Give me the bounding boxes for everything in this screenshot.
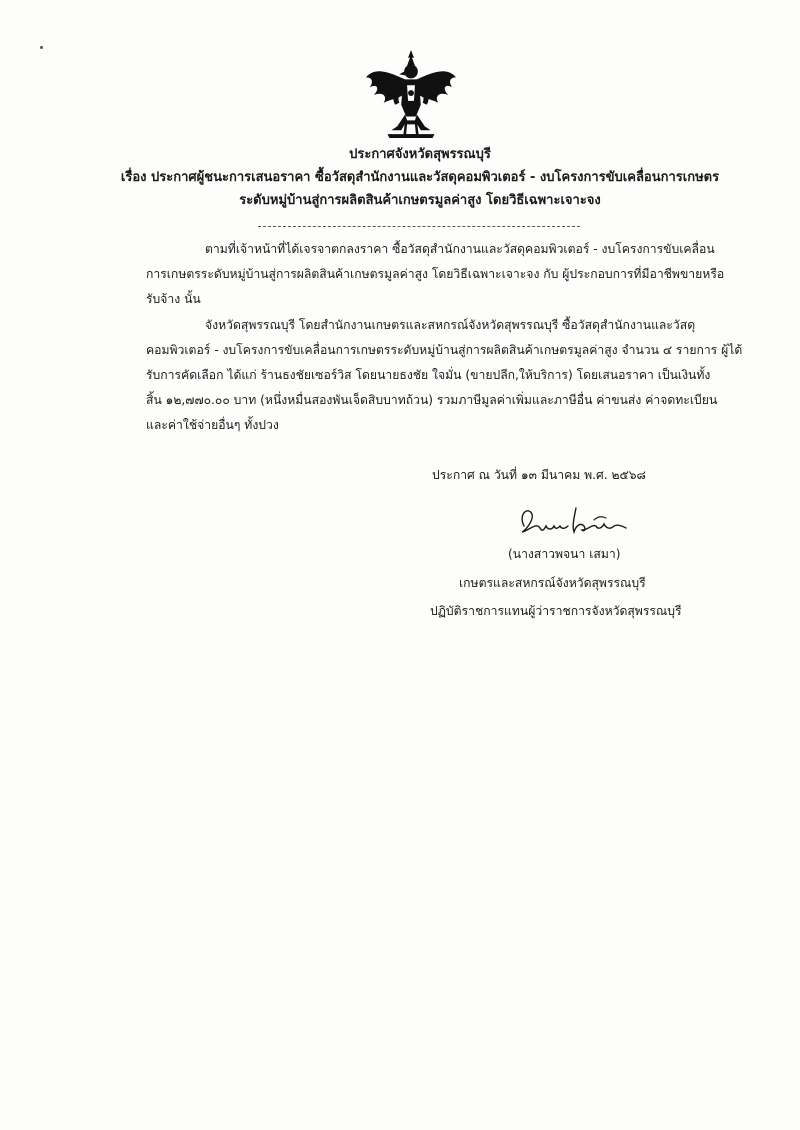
para1-line-2: การเกษตรระดับหมู่บ้านสู่การผลิตสินค้าเกษตรมูลค่าสูง โดยวิธีเฉพาะเจาะจง กับ ผู้ประกอบการที่มีอาชีพขายหรือ — [146, 267, 725, 281]
para2-line-4: สิ้น ๑๒,๗๗๐.๐๐ บาท (หนึ่งหมื่นสองพันเจ็ดสิบบาทถ้วน) รวมภาษีมูลค่าเพิ่มและภาษีอื่น ค่าขนส่ง ค่าจดทะเบียน — [146, 393, 718, 407]
signer-position-2: ปฏิบัติราชการแทนผู้ว่าราชการจังหวัดสุพรรณบุรี — [430, 604, 682, 618]
garuda-emblem-icon — [362, 48, 460, 140]
signer-name: (นางสาวพจนา เสมา) — [508, 547, 621, 561]
subject-line-1: เรื่อง ประกาศผู้ชนะการเสนอราคา ซื้อวัสดุสำนักงานและวัสดุคอมพิวเตอร์ - งบโครงการขับเคลื่อนการเกษตร — [120, 170, 720, 185]
date-line: ประกาศ ณ วันที่ ๑๓ มีนาคม พ.ศ. ๒๕๖๘ — [432, 468, 646, 482]
para1-line-1: ตามที่เจ้าหน้าที่ได้เจรจาตกลงราคา ซื้อวัสดุสำนักงานและวัสดุคอมพิวเตอร์ - งบโครงการขับเคลื่อน — [205, 242, 715, 256]
divider-line — [258, 226, 580, 227]
handwritten-signature — [514, 500, 634, 540]
signer-position-1: เกษตรและสหกรณ์จังหวัดสุพรรณบุรี — [459, 576, 646, 590]
para1-line-3: รับจ้าง นั้น — [146, 292, 201, 306]
para2-line-3: รับการคัดเลือก ได้แก่ ร้านธงชัยเซอร์วิส โดยนายธงชัย ใจมั่น (ขายปลีก,ให้บริการ) โดยเสนอราคา เป็นเงินทั้ง — [146, 368, 711, 382]
para2-line-2: คอมพิวเตอร์ - งบโครงการขับเคลื่อนการเกษตรระดับหมู่บ้านสู่การผลิตสินค้าเกษตรมูลค่าสูง จำนวน ๔ รายการ ผู้ได้ — [146, 343, 743, 357]
scan-speck — [40, 46, 43, 49]
para2-line-5: และค่าใช้จ่ายอื่นๆ ทั้งปวง — [146, 418, 279, 432]
para2-line-1: จังหวัดสุพรรณบุรี โดยสำนักงานเกษตรและสหกรณ์จังหวัดสุพรรณบุรี ซื้อวัสดุสำนักงานและวัสดุ — [205, 318, 696, 332]
subject-line-2: ระดับหมู่บ้านสู่การผลิตสินค้าเกษตรมูลค่าสูง โดยวิธีเฉพาะเจาะจง — [239, 193, 601, 208]
issuer-title: ประกาศจังหวัดสุพรรณบุรี — [349, 147, 491, 162]
